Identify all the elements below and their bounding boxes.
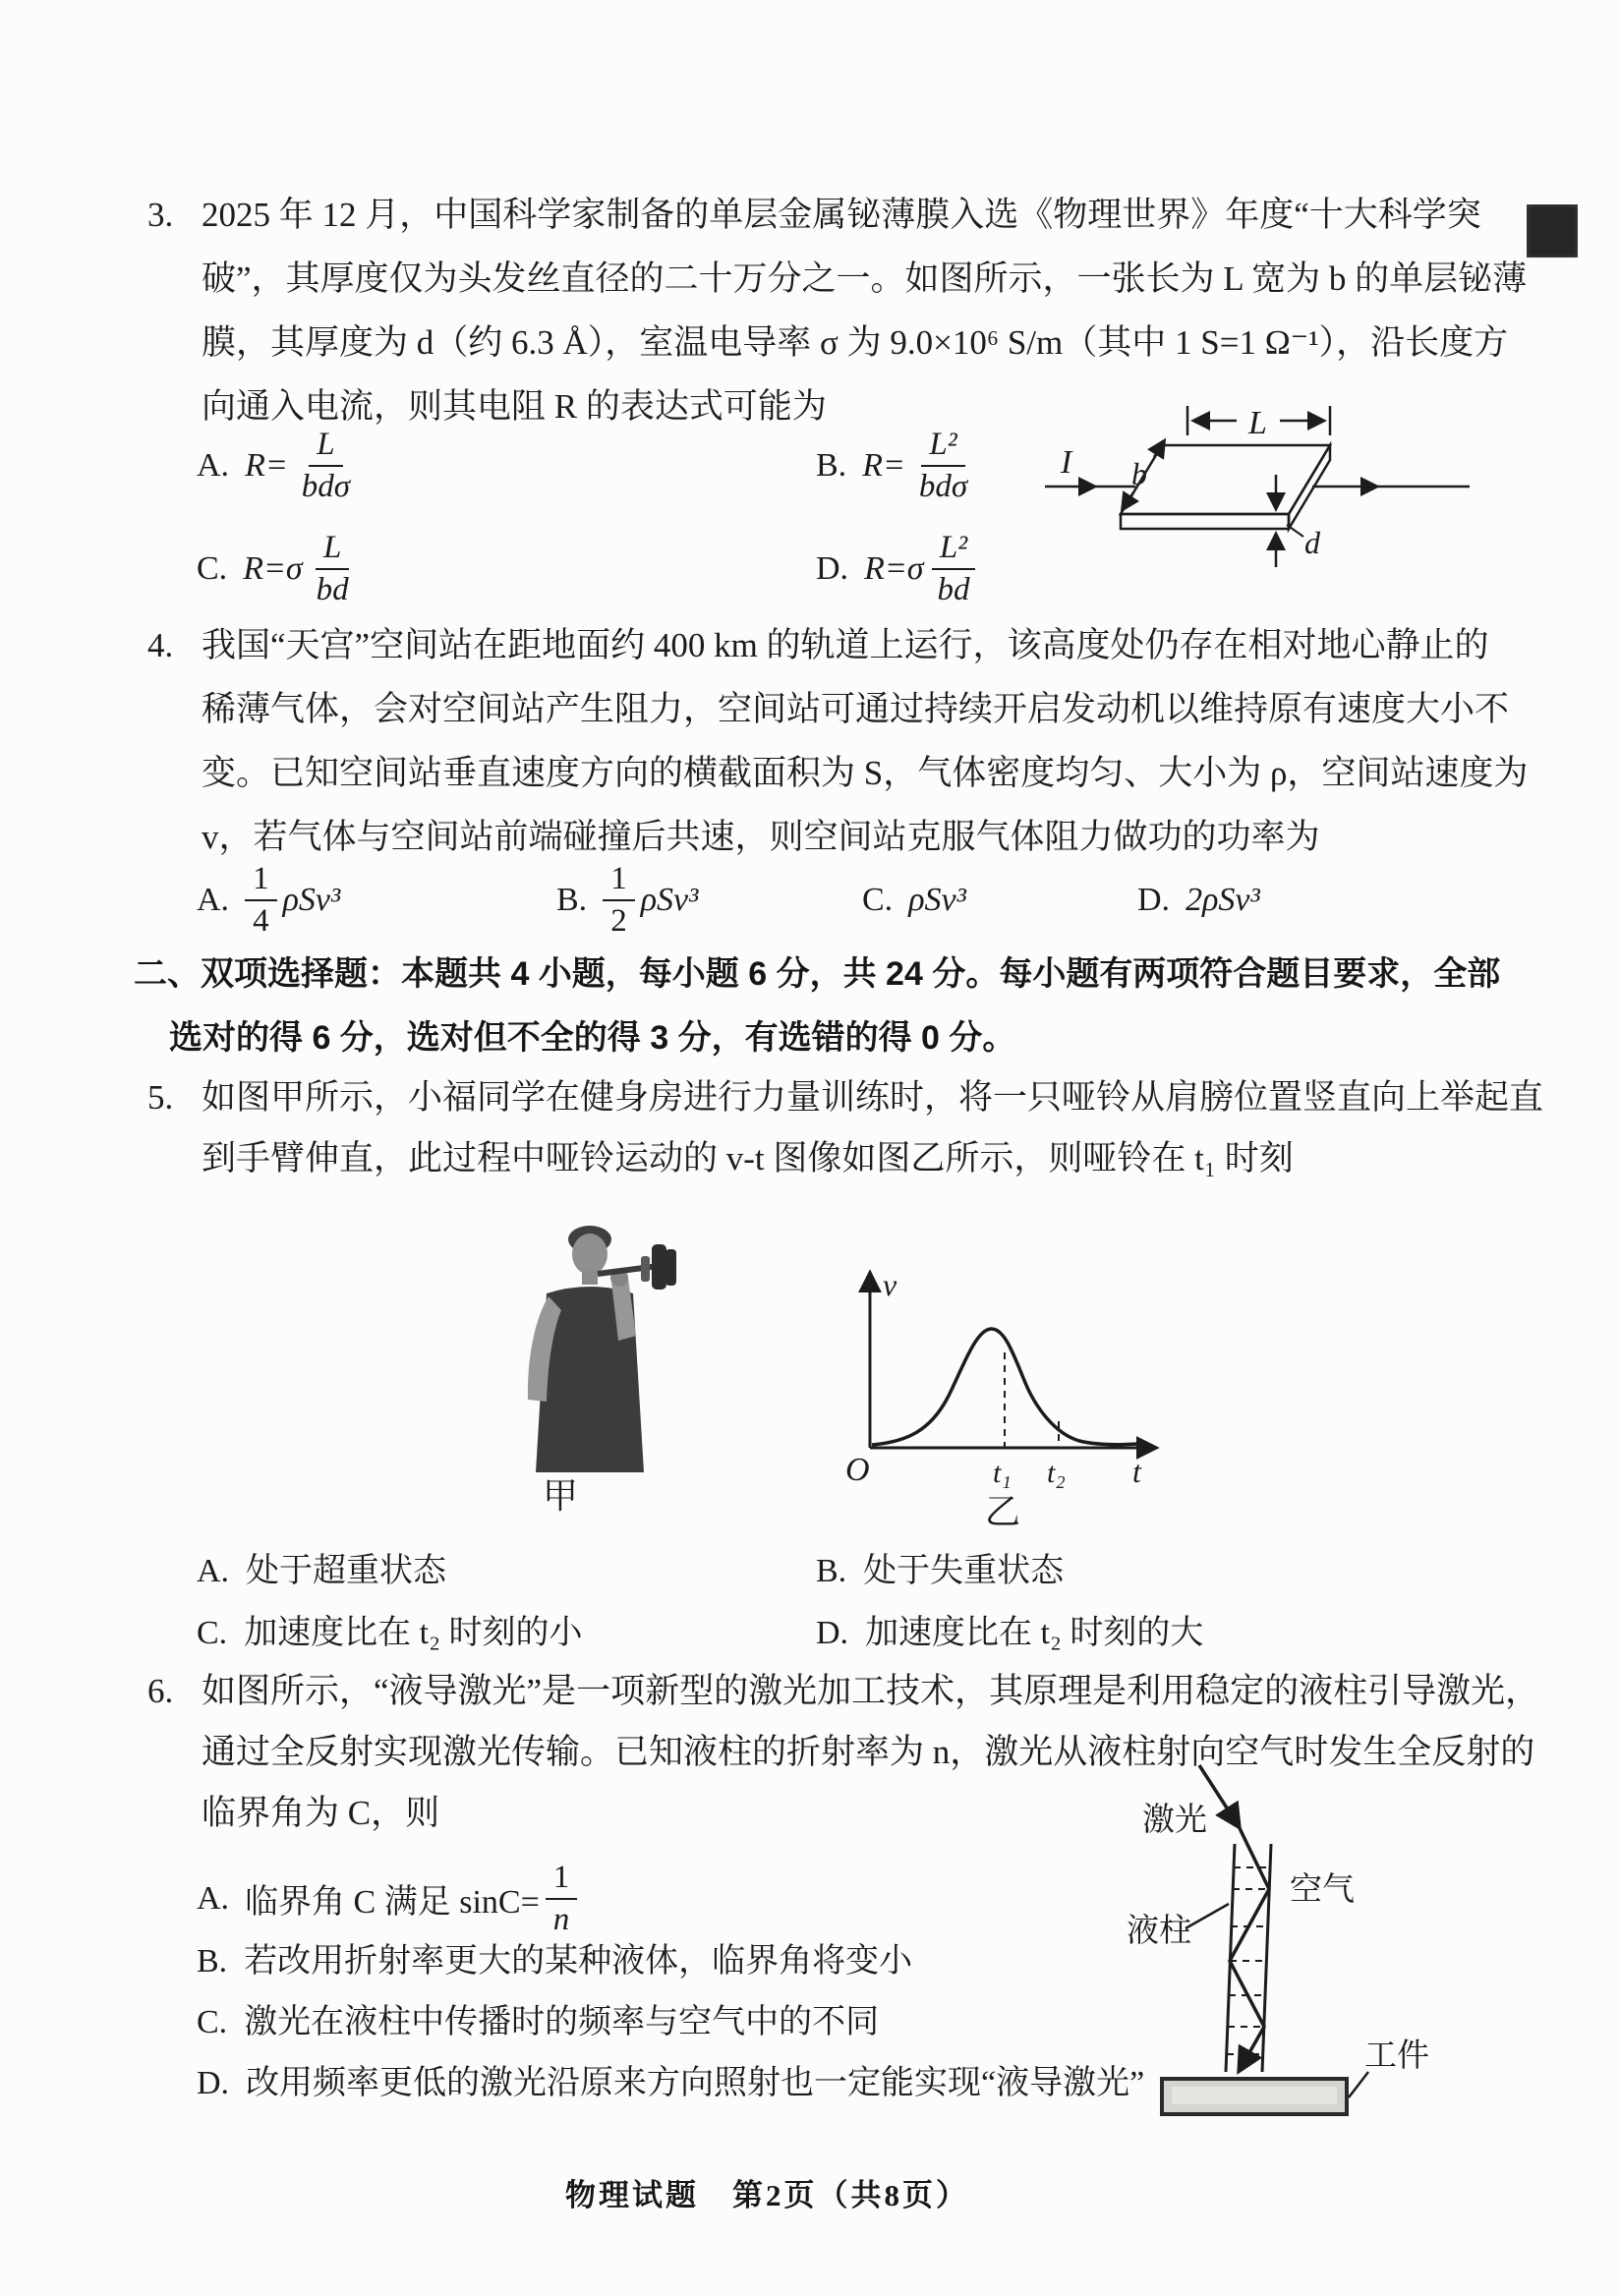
question-3-line-3: 膜，其厚度为 d（约 6.3 Å），室温电导率 σ 为 9.0×10⁶ S/m（其中 1 S=1 Ω⁻¹），沿长度方: [202, 323, 1509, 362]
workpiece-pointer-line: [1349, 2072, 1368, 2097]
q6-option-d-text: 改用频率更低的激光沿原来方向照射也一定能实现“液导激光”: [246, 2065, 1145, 2101]
q6-option-a-text: 临界角 C 满足 sinC=: [245, 1884, 540, 1921]
dumbbell-person-photo: [503, 1219, 680, 1474]
graph-origin-label: O: [845, 1452, 870, 1488]
q6-option-c-text: 激光在液柱中传播时的频率与空气中的不同: [244, 2004, 880, 2040]
workpiece-highlight: [1172, 2087, 1337, 2104]
q6-option-d: [197, 2060, 1144, 2107]
question-6-number: 6.: [147, 1672, 174, 1710]
page-footer: 物理试题 第2页（共8页）: [565, 2178, 969, 2212]
q4-option-c: [862, 857, 966, 944]
q3-option-d-lhs: R=σ: [864, 550, 924, 587]
question-3-line-1: 2025 年 12 月，中国科学家制备的单层金属铋薄膜入选《物理世界》年度“十大科学突: [202, 196, 1481, 234]
q3-option-d: D. R=σ $\frac{\text{L²}}{bd}$: [816, 524, 978, 614]
q5-option-a-label: A.: [197, 1553, 230, 1589]
person-neck: [582, 1271, 598, 1285]
width-arrow-up: [1154, 441, 1164, 457]
question-3-line-4: 向通入电流，则其电阻 R 的表达式可能为: [202, 387, 827, 426]
liquid-column-label: 液柱: [1127, 1914, 1191, 1949]
current-label: I: [1061, 444, 1072, 481]
q4-option-a-expr: ρSv³: [282, 882, 341, 918]
figure-jia-label: 甲: [543, 1476, 579, 1516]
air-label: 空气: [1290, 1872, 1355, 1908]
q6-option-c-label: C.: [197, 2004, 228, 2040]
slab-top-face: [1121, 445, 1330, 514]
q5-option-d: [816, 1610, 1203, 1657]
question-3-number: 3.: [147, 196, 174, 234]
q3-option-c-label: C.: [197, 550, 228, 587]
length-label: L: [1248, 405, 1267, 441]
q3-option-c-lhs: R=σ: [243, 550, 303, 587]
q5-option-a: [197, 1548, 446, 1595]
q4-option-c-expr: ρSv³: [908, 882, 966, 918]
question-4-line-3: 变。已知空间站垂直速度方向的横截面积为 S，气体密度均匀、大小为 ρ，空间站速度为: [202, 754, 1529, 792]
q5-option-a-text: 处于超重状态: [246, 1553, 447, 1589]
q3-option-a: A. R= $\frac{L}{\text{bdσ}}$: [197, 427, 351, 504]
liquid-pointer-line: [1186, 1904, 1229, 1928]
q6-option-b-label: B.: [197, 1943, 228, 1980]
q5-option-c: [197, 1610, 583, 1657]
q4-option-b-label: B.: [556, 882, 588, 918]
q3-option-a-lhs: R=: [245, 447, 288, 484]
q6-option-a: A. 临界角 C 满足 sinC= $\frac{1}{n}$: [197, 1852, 577, 1945]
bismuth-film-figure: [1037, 378, 1489, 590]
graph-t-label: t: [1132, 1454, 1141, 1489]
question-6-line-3: 临界角为 C，则: [202, 1794, 440, 1832]
q4-option-b-expr: ρSv³: [640, 882, 699, 918]
question-4-number: 4.: [147, 626, 174, 664]
q3-option-a-label: A.: [197, 447, 230, 484]
scan-corner-marker: [1527, 204, 1578, 258]
q6-option-a-label: A.: [197, 1879, 230, 1917]
dumbbell-plate-1: [652, 1244, 666, 1290]
q5-option-d-text: 加速度比在 t₂ 时刻的大: [865, 1615, 1204, 1651]
figure-yi-label: 乙: [985, 1492, 1021, 1531]
q3-option-d-label: D.: [816, 550, 849, 587]
q6-option-b: [197, 1938, 912, 1985]
liquid-guided-laser-figure: [1121, 1759, 1543, 2128]
question-5-number: 5.: [147, 1078, 174, 1117]
q5-option-c-label: C.: [197, 1615, 228, 1651]
thickness-label: d: [1304, 525, 1320, 560]
q3-option-b-label: B.: [816, 447, 847, 484]
q4-option-a: A. $\frac{1}{4}$ ρSv³: [197, 861, 341, 939]
question-4-line-2: 稀薄气体，会对空间站产生阻力，空间站可通过持续开启发动机以维持原有速度大小不: [202, 690, 1510, 728]
q4-option-d-expr: 2ρSv³: [1186, 882, 1260, 918]
q6-option-d-label: D.: [197, 2065, 230, 2101]
question-3-line-2: 破”，其厚度仅为头发丝直径的二十万分之一。如图所示，一张长为 L 宽为 b 的单层铋薄: [202, 259, 1528, 298]
q6-option-b-text: 若改用折射率更大的某种液体，临界角将变小: [244, 1943, 913, 1980]
width-label: b: [1131, 456, 1147, 491]
question-5-line-2: 到手臂伸直，此过程中哑铃运动的 v-t 图像如图乙所示，则哑铃在 t₁ 时刻: [202, 1139, 1294, 1177]
section-2-header-line-2: 选对的得 6 分，选对但不全的得 3 分，有选错的得 0 分。: [169, 1019, 1016, 1057]
q5-option-d-label: D.: [816, 1615, 849, 1651]
q4-option-b: B. $\frac{1}{2}$ ρSv³: [556, 861, 699, 939]
dumbbell-plate-2: [665, 1249, 676, 1286]
graph-v-label: v: [883, 1267, 897, 1302]
question-4-line-1: 我国“天宫”空间站在距地面约 400 km 的轨道上运行，该高度处仍存在相对地心静止的: [202, 626, 1489, 664]
q3-option-c: C. R=σ $\frac{L}{bd}$: [197, 530, 349, 607]
laser-label: 激光: [1142, 1803, 1207, 1838]
q6-option-c: [197, 1999, 879, 2046]
q4-option-d: [1137, 857, 1260, 944]
question-6-line-2: 通过全反射实现激光传输。已知液柱的折射率为 n，激光从液柱射向空气时发生全反射的: [202, 1733, 1535, 1771]
q4-option-a-label: A.: [197, 882, 230, 918]
q5-option-b-label: B.: [816, 1553, 847, 1589]
question-4-line-4: v，若气体与空间站前端碰撞后共速，则空间站克服气体阻力做功的功率为: [202, 818, 1320, 856]
q5-option-b: [816, 1548, 1064, 1595]
thickness-pointer: [1287, 525, 1303, 537]
width-arrow-down: [1123, 492, 1133, 509]
q3-option-b: B. R= $\frac{\text{L²}}{\text{bdσ}}$: [816, 427, 968, 504]
q3-option-b-lhs: R=: [862, 447, 905, 484]
graph-t1-label: t₁: [993, 1457, 1012, 1489]
dumbbell-collar: [641, 1256, 650, 1282]
q5-option-b-text: 处于失重状态: [863, 1553, 1065, 1589]
slab-front-face: [1121, 514, 1289, 529]
q4-option-c-label: C.: [862, 882, 894, 918]
question-6-line-1: 如图所示，“液导激光”是一项新型的激光加工技术，其原理是利用稳定的液柱引导激光，: [202, 1672, 1540, 1710]
q5-option-c-text: 加速度比在 t₂ 时刻的小: [244, 1615, 583, 1651]
person-head: [572, 1234, 608, 1275]
q4-option-d-label: D.: [1137, 882, 1171, 918]
velocity-curve: [872, 1329, 1138, 1445]
v-t-graph: [836, 1256, 1180, 1502]
section-2-header-line-1: 二、双项选择题：本题共 4 小题，每小题 6 分，共 24 分。每小题有两项符合题目要求，全部: [134, 955, 1501, 993]
workpiece-label: 工件: [1364, 2038, 1429, 2074]
graph-t2-label: t₂: [1047, 1457, 1066, 1489]
question-5-line-1: 如图甲所示，小福同学在健身房进行力量训练时，将一只哑铃从肩膀位置竖直向上举起直: [202, 1078, 1544, 1117]
